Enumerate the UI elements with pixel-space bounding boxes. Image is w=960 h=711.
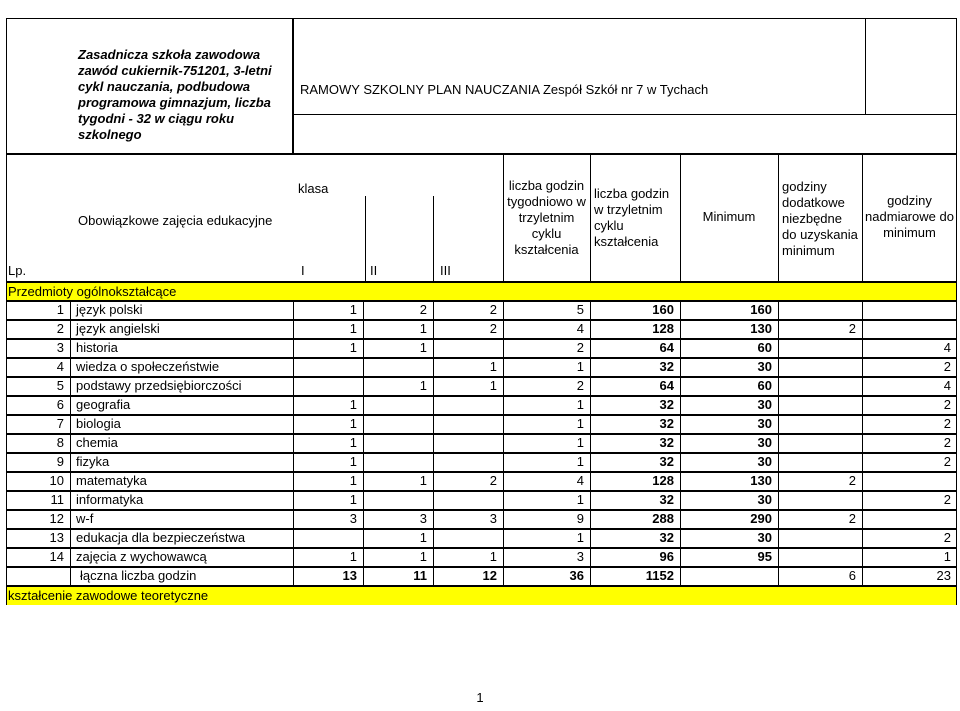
grid-line xyxy=(862,154,863,282)
minimum-header: Minimum xyxy=(702,209,756,224)
row-lp: 2 xyxy=(56,321,64,336)
row-min: 160 xyxy=(750,302,772,317)
row-add xyxy=(778,378,862,395)
row-total: 32 xyxy=(659,416,674,431)
row-lp: 1 xyxy=(56,302,64,317)
row-excess xyxy=(862,321,957,338)
row-subject: geografia xyxy=(76,397,131,412)
row-excess: 2 xyxy=(943,530,951,545)
row-add xyxy=(778,340,862,357)
class-i-header: I xyxy=(301,263,305,278)
row-add xyxy=(778,397,862,414)
row-c1: 1 xyxy=(349,321,357,336)
row-min: 30 xyxy=(757,435,772,450)
row-c2: 1 xyxy=(419,378,427,393)
row-c2: 1 xyxy=(419,473,427,488)
row-lp: 12 xyxy=(49,511,64,526)
row-total: 32 xyxy=(659,454,674,469)
row-excess xyxy=(862,473,957,490)
row-add xyxy=(778,492,862,509)
grid-line xyxy=(70,377,71,396)
row-c1: 1 xyxy=(349,454,357,469)
klasa-header: klasa xyxy=(298,181,329,196)
row-c3: 1 xyxy=(489,378,497,393)
grid-line xyxy=(70,434,71,453)
row-lp: 9 xyxy=(56,454,64,469)
row-total: 128 xyxy=(652,473,674,488)
grid-line xyxy=(70,396,71,415)
grid-line xyxy=(70,567,71,586)
row-add xyxy=(778,549,862,566)
row-c2: 3 xyxy=(419,511,427,526)
row-lp: 8 xyxy=(56,435,64,450)
row-total: 32 xyxy=(659,530,674,545)
row-weekly: 1 xyxy=(576,397,584,412)
row-weekly: 1 xyxy=(576,435,584,450)
excess-header: godziny nadmiarowe do minimum xyxy=(865,193,954,240)
row-c3: 3 xyxy=(489,511,497,526)
row-excess: 4 xyxy=(943,378,951,393)
row-c2 xyxy=(363,435,433,452)
row-add xyxy=(778,302,862,319)
row-add xyxy=(778,435,862,452)
grid-line xyxy=(70,301,71,320)
row-c1: 1 xyxy=(349,492,357,507)
row-weekly: 5 xyxy=(576,302,584,317)
row-total: 32 xyxy=(659,359,674,374)
grid-line xyxy=(70,491,71,510)
weekly-header: liczba godzin tygodniowo w trzyletnim cyklu kształcenia xyxy=(507,178,586,257)
row-weekly: 4 xyxy=(576,473,584,488)
row-add xyxy=(778,454,862,471)
row-min: 30 xyxy=(757,454,772,469)
row-subject: zajęcia z wychowawcą xyxy=(76,549,207,564)
grid-line xyxy=(70,510,71,529)
row-excess: 1 xyxy=(943,549,951,564)
row-excess: 2 xyxy=(943,492,951,507)
class-iii-header: III xyxy=(440,263,451,278)
row-subject: fizyka xyxy=(76,454,110,469)
row-c1 xyxy=(293,530,363,547)
row-c2: 1 xyxy=(419,530,427,545)
grid-line xyxy=(70,548,71,567)
plan-title: RAMOWY SZKOLNY PLAN NAUCZANIA Zespół Szkół nr 7 w Tychach xyxy=(300,82,709,97)
row-c1: 1 xyxy=(349,473,357,488)
total-header: liczba godzin w trzyletnim cyklu kształcenia xyxy=(594,186,670,249)
row-c2: 1 xyxy=(419,549,427,564)
page-number: 1 xyxy=(476,690,484,705)
row-excess: 2 xyxy=(943,435,951,450)
row-weekly: 2 xyxy=(576,340,584,355)
row-subject: język angielski xyxy=(76,321,160,336)
row-c1: 1 xyxy=(349,435,357,450)
row-total: 1152 xyxy=(645,568,674,583)
grid-line xyxy=(70,358,71,377)
row-c2: 2 xyxy=(419,302,427,317)
section-general: Przedmioty ogólnokształcące xyxy=(6,282,957,301)
row-weekly: 1 xyxy=(576,359,584,374)
row-c1: 1 xyxy=(349,340,357,355)
row-c1: 3 xyxy=(349,511,357,526)
row-c3: 2 xyxy=(489,321,497,336)
grid-line xyxy=(70,320,71,339)
row-weekly: 4 xyxy=(576,321,584,336)
row-total: 32 xyxy=(659,492,674,507)
row-c3 xyxy=(433,492,503,509)
row-c3 xyxy=(433,454,503,471)
row-add: 2 xyxy=(848,321,856,336)
row-min: 30 xyxy=(757,397,772,412)
row-min: 30 xyxy=(757,530,772,545)
row-excess: 4 xyxy=(943,340,951,355)
row-c3 xyxy=(433,435,503,452)
row-weekly: 2 xyxy=(576,378,584,393)
row-add xyxy=(778,416,862,433)
row-excess: 2 xyxy=(943,454,951,469)
row-c3: 12 xyxy=(482,568,497,583)
row-subject: historia xyxy=(76,340,118,355)
row-subject: matematyka xyxy=(76,473,147,488)
row-subject: język polski xyxy=(76,302,143,317)
row-lp: 3 xyxy=(56,340,64,355)
additional-header: godziny dodatkowe niezbędne do uzyskania minimum xyxy=(782,179,858,258)
row-c2 xyxy=(363,397,433,414)
row-total: 32 xyxy=(659,397,674,412)
row-lp: 5 xyxy=(56,378,64,393)
row-weekly: 1 xyxy=(576,530,584,545)
grid-line xyxy=(865,18,866,115)
lp-header: Lp. xyxy=(8,263,27,278)
row-min: 30 xyxy=(757,359,772,374)
row-subject: edukacja dla bezpieczeństwa xyxy=(76,530,246,545)
summary-label: łączna liczba godzin xyxy=(80,568,197,583)
grid-line xyxy=(70,472,71,491)
school-info: Zasadnicza szkoła zawodowa zawód cukiernik-751201, 3-letni cykl nauczania, podbudowa programowa gimnazjum, liczba tygodni - 32 w ciągu roku szkolnego xyxy=(78,47,272,142)
row-c1 xyxy=(293,378,363,395)
row-min: 130 xyxy=(750,473,772,488)
row-weekly: 1 xyxy=(576,492,584,507)
row-c1: 1 xyxy=(349,416,357,431)
class-ii-header: II xyxy=(370,263,378,278)
row-c3 xyxy=(433,397,503,414)
row-excess: 2 xyxy=(943,397,951,412)
row-c2: 11 xyxy=(413,568,427,583)
row-min xyxy=(680,568,778,585)
row-excess: 23 xyxy=(936,568,951,583)
row-total: 64 xyxy=(659,340,674,355)
row-lp: 13 xyxy=(49,530,64,545)
row-c3 xyxy=(433,530,503,547)
row-subject: podstawy przedsiębiorczości xyxy=(76,378,242,393)
row-lp: 4 xyxy=(56,359,64,374)
row-add: 6 xyxy=(848,568,856,583)
row-excess: 2 xyxy=(943,359,951,374)
row-lp: 11 xyxy=(50,492,64,507)
row-c1: 13 xyxy=(342,568,357,583)
row-c3: 1 xyxy=(489,359,497,374)
row-add: 2 xyxy=(848,473,856,488)
row-min: 290 xyxy=(750,511,772,526)
row-excess xyxy=(862,511,957,528)
row-lp: 6 xyxy=(56,397,64,412)
row-c2 xyxy=(363,416,433,433)
row-c2 xyxy=(363,454,433,471)
row-c1: 1 xyxy=(349,302,357,317)
row-c1: 1 xyxy=(349,549,357,564)
row-min: 130 xyxy=(750,321,772,336)
grid-line xyxy=(70,339,71,358)
row-subject: w-f xyxy=(76,511,94,526)
row-weekly: 9 xyxy=(576,511,584,526)
row-min: 95 xyxy=(757,549,772,564)
grid-line xyxy=(70,529,71,548)
row-weekly: 1 xyxy=(576,416,584,431)
row-lp: 14 xyxy=(49,549,64,564)
row-lp: 10 xyxy=(49,473,64,488)
grid-line xyxy=(433,196,434,282)
row-c3: 2 xyxy=(489,302,497,317)
row-total: 96 xyxy=(659,549,674,564)
row-c2: 1 xyxy=(419,321,427,336)
row-subject: biologia xyxy=(76,416,121,431)
row-min: 30 xyxy=(757,492,772,507)
row-min: 60 xyxy=(757,340,772,355)
row-c2 xyxy=(363,359,433,376)
row-c3 xyxy=(433,416,503,433)
section-vocational: kształcenie zawodowe teoretyczne xyxy=(6,586,957,605)
row-weekly: 36 xyxy=(569,568,584,583)
row-min: 30 xyxy=(757,416,772,431)
row-add: 2 xyxy=(848,511,856,526)
row-subject: wiedza o społeczeństwie xyxy=(76,359,220,374)
grid-line xyxy=(365,196,366,282)
row-c1: 1 xyxy=(349,397,357,412)
row-c2 xyxy=(363,492,433,509)
row-c1 xyxy=(293,359,363,376)
grid-line xyxy=(590,154,591,282)
grid-line xyxy=(70,415,71,434)
row-total: 32 xyxy=(659,435,674,450)
row-c3: 2 xyxy=(489,473,497,488)
row-excess xyxy=(862,302,957,319)
row-lp: 7 xyxy=(56,416,64,431)
row-weekly: 3 xyxy=(576,549,584,564)
row-total: 128 xyxy=(652,321,674,336)
row-c2: 1 xyxy=(419,340,427,355)
row-c3: 1 xyxy=(489,549,497,564)
row-min: 60 xyxy=(757,378,772,393)
subjects-header: Obowiązkowe zajęcia edukacyjne xyxy=(78,213,273,228)
grid-line xyxy=(70,453,71,472)
grid-line xyxy=(778,154,779,282)
row-total: 160 xyxy=(652,302,674,317)
row-weekly: 1 xyxy=(576,454,584,469)
row-c3 xyxy=(433,340,503,357)
row-subject: chemia xyxy=(76,435,118,450)
row-total: 64 xyxy=(659,378,674,393)
row-total: 288 xyxy=(652,511,674,526)
row-add xyxy=(778,530,862,547)
row-subject: informatyka xyxy=(76,492,144,507)
row-add xyxy=(778,359,862,376)
grid-line xyxy=(293,114,957,115)
row-excess: 2 xyxy=(943,416,951,431)
